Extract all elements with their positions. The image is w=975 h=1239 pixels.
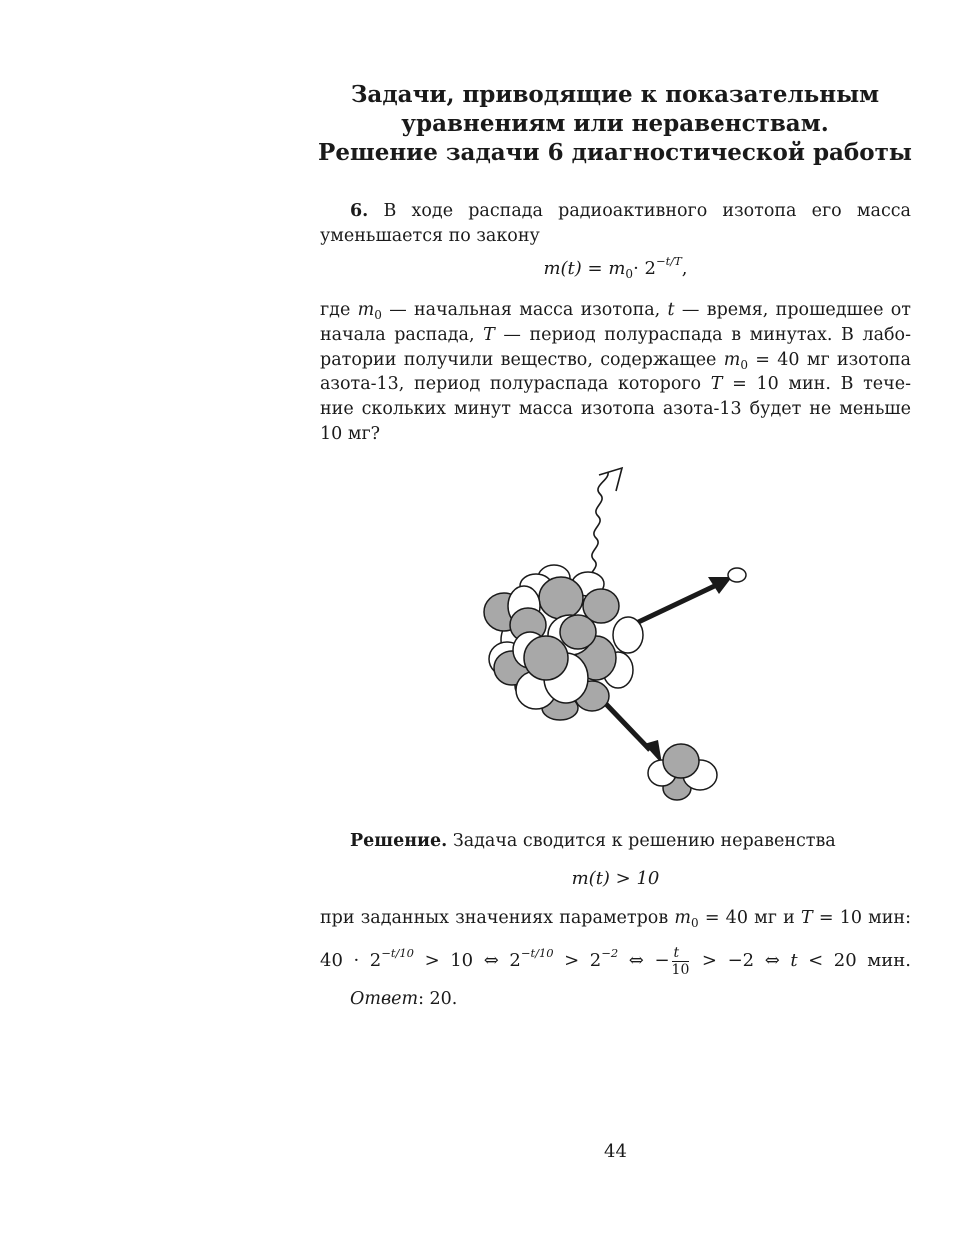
solution-intro (320, 829, 911, 854)
m0-sub: 0 (374, 308, 382, 322)
pT: T (800, 908, 813, 928)
details-line-4 (320, 372, 911, 397)
title-line-1: Задачи, приводящие к показательным (350, 81, 880, 108)
problem-statement (320, 199, 911, 249)
t2: — начальная масса изотопа, (381, 300, 668, 320)
decay-law-formula (320, 254, 911, 281)
solution-text: Задача сводится к решению неравенства (447, 831, 836, 851)
section-title (318, 80, 912, 167)
t-symbol: t (667, 300, 675, 320)
t5: — период полураспада в минутах. В лабо- (494, 324, 911, 345)
ca: 40 · 2 (320, 950, 382, 971)
pa: при заданных значениях параметров (320, 908, 675, 928)
inequality-formula (320, 868, 911, 889)
pc: = 10 мин: (812, 908, 911, 928)
solution-line-1 (320, 829, 911, 854)
nucleus-decay-illustration (470, 460, 770, 810)
solution-chain (320, 943, 911, 979)
t9: = 10 мин. В тече- (722, 374, 911, 395)
solution-params (320, 906, 911, 931)
cd: ⇔ − (618, 950, 670, 971)
details-line-5: ние скольких минут масса изотопа азота-13 будет не меньше (320, 399, 911, 420)
t6: ратории получили вещество, содержащее (320, 349, 724, 370)
ce: > −2 ⇔ (691, 950, 791, 971)
ct: t (790, 950, 798, 971)
cb: > 10 ⇔ 2 (414, 950, 521, 971)
cc-exp: −2 (601, 946, 619, 960)
fraction (672, 945, 690, 978)
problem-number: 6. (350, 201, 369, 221)
emitted-particle (728, 568, 746, 582)
gamma-arrow-head (599, 468, 622, 491)
details-line-3 (320, 348, 911, 373)
cc: > 2 (553, 950, 602, 971)
t8: азота-13, период полураспада которого (320, 374, 711, 395)
fragment-arrow (606, 704, 650, 750)
psub: 0 (691, 916, 699, 930)
page-number: 44 (604, 1141, 627, 1162)
answer-value: : 20. (418, 989, 458, 1009)
m0-symbol: m (357, 300, 375, 320)
problem-line-2: уменьшается по закону (320, 225, 540, 246)
particle-arrow (630, 582, 723, 626)
problem-text-1: В ходе распада радиоактивного изотопа его масса (383, 201, 911, 221)
details-line-6: 10 мг? (320, 423, 380, 444)
answer-label: Ответ (350, 989, 419, 1009)
gamma-ray-wave (590, 472, 608, 582)
formula-middle: · 2 (633, 258, 656, 279)
formula-sub: 0 (625, 267, 634, 281)
inequality: m(t) > 10 (571, 868, 660, 889)
params-line (320, 906, 911, 931)
formula-exp: −t/T (655, 254, 682, 268)
chain-line (320, 943, 911, 979)
t1: где (320, 300, 358, 320)
t4: начала распада, (320, 324, 484, 345)
pb: = 40 мг и (698, 908, 801, 928)
details-line-1 (320, 298, 911, 323)
frac-num: t (672, 945, 690, 962)
m0-symbol-2: m (723, 349, 741, 370)
T-symbol-2: T (710, 374, 723, 395)
title-line-2: уравнениям или неравенствам. (401, 110, 829, 137)
solution-label: Решение. (350, 831, 448, 851)
pm: m (674, 908, 691, 928)
T-symbol: T (483, 324, 495, 345)
formula-end: , (681, 258, 688, 279)
ca-exp: −t/10 (381, 946, 414, 960)
atomic-nucleus (484, 565, 643, 720)
answer (320, 987, 911, 1012)
cf: < 20 мин. (797, 950, 911, 971)
frac-den: 10 (671, 961, 690, 978)
m0-sub-2: 0 (740, 357, 748, 372)
cb-exp: −t/10 (520, 946, 554, 960)
details-line-2 (320, 323, 911, 348)
problem-details (320, 298, 911, 447)
title-line-3: Решение задачи 6 диагностической работы (318, 139, 912, 166)
problem-line-1 (320, 199, 911, 224)
answer-line (320, 987, 911, 1012)
formula-lhs: m(t) = m (543, 258, 626, 279)
t7: = 40 мг изотопа (747, 349, 911, 370)
t3: — время, прошедшее от (674, 300, 911, 320)
